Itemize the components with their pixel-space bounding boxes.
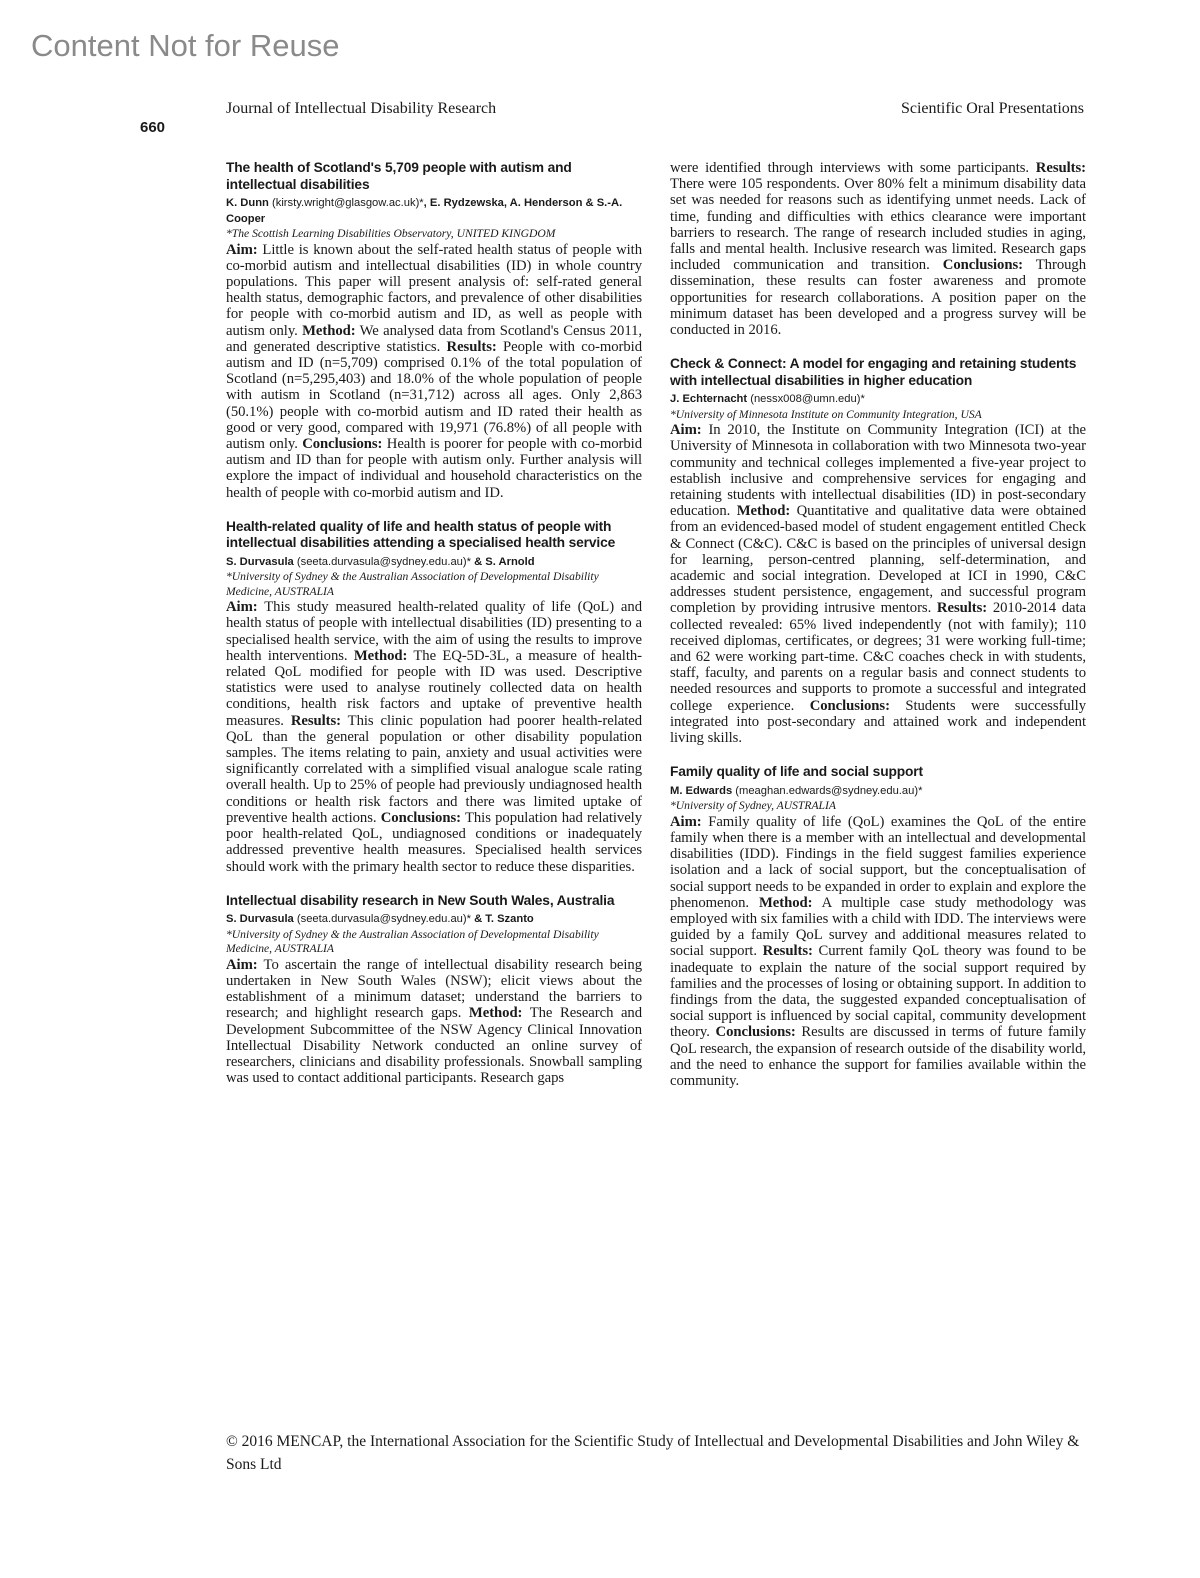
aim-label: Aim: xyxy=(670,422,702,439)
abstract-body xyxy=(226,242,642,501)
aim-label: Aim: xyxy=(226,241,258,258)
method-label: Method: xyxy=(736,503,791,520)
aim-label: Aim: xyxy=(670,813,702,830)
results-text: 2010-2014 data collected revealed: 65% lived independently (not with family); 110 received diplomas, certificates, or degrees; 31 were working full-time; and 62 were working part-time. C&C coaches check in with students, staff, faculty, and parents on a regular basis and connect students to needed resources and supports to promote a successful and integrated college experience. xyxy=(670,600,1086,714)
continued-text: were identified through interviews with some participants. xyxy=(670,160,1036,176)
conclusions-label: Conclusions: xyxy=(380,809,461,826)
abstract-title: Check & Connect: A model for engaging and retaining students with intellectual disabilities in higher education xyxy=(670,356,1077,388)
section-name: Scientific Oral Presentations xyxy=(900,100,1084,117)
method-text: A multiple case study methodology was employed with six families with a child with IDD. The interviews were guided by a family QoL survey and additional measures related to social support. xyxy=(670,894,1086,960)
method-text: We analysed data from Scotland's Census 2011, and generated descriptive statistics. xyxy=(226,322,643,355)
aim-label: Aim: xyxy=(226,956,258,973)
aim-text: This study measured health-related quality of life (QoL) and health status of people with intellectual disabilities (ID) presenting to a specialised health service, with the aim of using the results to improve health interventions. xyxy=(226,599,642,664)
abstract-continued xyxy=(670,160,1086,338)
results-label: Results: xyxy=(446,338,497,355)
watermark: Content Not for Reuse xyxy=(31,28,340,63)
copyright-notice: © 2016 MENCAP, the International Association for the Scientific Study of Intellectual and Developmental Disabilities and John Wiley & Sons Ltd xyxy=(226,1433,1080,1473)
abstract-authors xyxy=(226,196,642,227)
coauthors: & T. Szanto xyxy=(470,913,534,926)
results-label: Results: xyxy=(936,600,988,617)
coauthors: , E. Rydzewska, A. Henderson & S.-A. Cooper xyxy=(226,197,623,225)
aim-text: Family quality of life (QoL) examines the QoL of the entire family when there is a member with an intellectual and developmental disabilities (IDD). Findings in the field suggest families experience isolation and a lack of social support, but the conceptualisation of social support needs to be expanded in order to explain and explore the phenomenon. xyxy=(670,813,1086,911)
abstract-title: The health of Scotland's 5,709 people with autism and intellectual disabilities xyxy=(226,160,572,192)
author-name: K. Dunn xyxy=(226,197,269,209)
coauthors: & S. Arnold xyxy=(470,555,535,568)
conclusions-label: Conclusions: xyxy=(942,257,1023,274)
method-text: The Research and Development Subcommittee of the NSW Agency Clinical Innovation Intellectual Disability Network conducted an online survey of researchers, clinicians and disability professionals. Snowball sampling was used to contact additional participants. Research gaps xyxy=(226,1005,643,1087)
method-text: The EQ-5D-3L, a measure of health-related QoL modified for people with ID was used. Descriptive statistics were used to analyse routinely collected data on health conditions, health risk factors and uptake of preventive health measures. xyxy=(226,647,642,729)
abstract-title: Family quality of life and social support xyxy=(670,764,923,780)
author-email: (meaghan.edwards@sydney.edu.au)* xyxy=(732,784,923,797)
conclusions-text: This population had relatively poor health-related QoL, undiagnosed conditions or inadequately addressed preventive health measures. Specialised health services should work with the primary health sector to reduce these disparities. xyxy=(226,809,642,875)
abstract-body xyxy=(670,422,1086,746)
affiliation: *The Scottish Learning Disabilities Observatory, UNITED KINGDOM xyxy=(226,227,556,240)
results-text: There were 105 respondents. Over 80% felt a minimum disability data set was needed for reasons such as identifying unmet needs. Lack of time, funding and difficulties with ethics clearance were important barriers to research. The range of research included studies in aging, falls and mental health. Inclusive research was limited. Research gaps included communication and transition. xyxy=(670,176,1086,274)
conclusions-label: Conclusions: xyxy=(809,697,890,714)
method-label: Method: xyxy=(353,647,408,664)
affiliation: *University of Sydney & the Australian Association of Developmental Disability Medicine, AUSTRALIA xyxy=(226,927,599,956)
abstract-authors xyxy=(670,392,1086,408)
author-name: S. Durvasula xyxy=(226,555,294,568)
abstract-authors xyxy=(670,784,1086,800)
abstract-title: Intellectual disability research in New South Wales, Australia xyxy=(226,892,615,908)
aim-text: In 2010, the Institute on Community Integration (ICI) at the University of Minnesota in collaboration with two Minnesota two-year community and technical colleges implemented a five-year project to establish inclusive and comprehensive services for engaging and retaining students with intellectual disabilities (ID) in post-secondary education. xyxy=(670,422,1086,520)
affiliation: *University of Minnesota Institute on Community Integration, USA xyxy=(670,407,982,421)
abstract xyxy=(670,764,1086,1089)
author-name: S. Durvasula xyxy=(226,913,294,926)
author-email: (nessx008@umn.edu)* xyxy=(747,393,865,406)
method-label: Method: xyxy=(468,1005,523,1022)
abstract xyxy=(226,160,642,501)
results-text: This clinic population had poorer health-related QoL than the general population or other disability population samples. The items relating to pain, anxiety and usual activities were significantly correlated with a simplified visual analogue scale rating overall health. Up to 25% of people had previously undiagnosed health conditions or health risk factors and there was limited uptake of preventive health actions. xyxy=(226,712,642,826)
abstract-title: Health-related quality of life and health status of people with intellectual disabilities attending a specialised health service xyxy=(226,518,616,551)
conclusions-text: Through dissemination, these results can foster awareness and promote opportunities for research collaborations. A position paper on the minimum dataset has been developed and a progress survey will be conducted in 2016. xyxy=(670,257,1086,339)
results-label: Results: xyxy=(290,712,342,729)
results-text: Current family QoL theory was found to be inadequate to explain the nature of the social support required by families and the processes of losing or obtaining support. In addition to findings from the data, the suggested expanded conceptualisation of social support is influenced by social capital, community development theory. xyxy=(670,943,1086,1041)
journal-name: Journal of Intellectual Disability Research xyxy=(226,100,497,117)
results-label: Results: xyxy=(1035,160,1086,176)
affiliation: *University of Sydney & the Australian Association of Developmental Disability Medicine, AUSTRALIA xyxy=(226,570,599,598)
method-text: Quantitative and qualitative data were obtained from an evidenced-based model of student engagement entitled Check & Connect (C&C). C&C is based on the principles of universal design for learning, person-centred planning, self-determination, and academic and social integration. Developed at ICI in 1990, C&C addresses student persistence, engagement, and successful program completion by providing intrusive mentors. xyxy=(670,503,1086,617)
author-name: M. Edwards xyxy=(670,784,733,797)
abstract xyxy=(226,519,642,875)
right-column xyxy=(670,160,1086,1107)
conclusions-label: Conclusions: xyxy=(302,435,383,452)
abstract-authors xyxy=(226,555,642,571)
abstract xyxy=(226,893,642,1087)
abstract-authors xyxy=(226,912,642,928)
author-name: J. Echternacht xyxy=(670,393,748,406)
aim-text: Little is known about the self-rated health status of people with co-morbid autism and intellectual disabilities (ID) in whole country populations. This paper will present analysis of: self-rated general health status, demographic factors, and prevalence of other disabilities for people with co-morbid autism and ID, as well as people with autism only. xyxy=(226,241,642,339)
conclusions-text: Students were successfully integrated into post-secondary and attained work and independent living skills. xyxy=(670,697,1086,747)
results-label: Results: xyxy=(762,943,813,960)
abstract-body xyxy=(226,957,642,1087)
author-email: (seeta.durvasula@sydney.edu.au)* xyxy=(293,913,471,926)
method-label: Method: xyxy=(758,894,813,911)
affiliation: *University of Sydney, AUSTRALIA xyxy=(670,799,836,813)
author-email: (seeta.durvasula@sydney.edu.au)* xyxy=(293,555,471,568)
conclusions-label: Conclusions: xyxy=(715,1024,796,1041)
aim-text: To ascertain the range of intellectual disability research being undertaken in New South Wales (NSW); elicit views about the establishment of a minimum dataset; understand the barriers to research; and highlight research gaps. xyxy=(226,956,642,1022)
aim-label: Aim: xyxy=(226,599,258,616)
results-text: People with co-morbid autism and ID (n=5,709) comprised 0.1% of the total population of Scotland (n=5,295,403) and 18.0% of the whole population of people with autism in Scotland (n=31,712) across all ages. Only 2,863 (50.1%) people with co-morbid autism and ID rated their health as good or very good, compared with 19,971 (76.8%) of all people with autism only. xyxy=(226,338,642,452)
method-label: Method: xyxy=(302,322,356,339)
abstract xyxy=(670,356,1086,746)
left-column xyxy=(226,160,642,1104)
abstract-body xyxy=(670,814,1086,1089)
author-email: (kirsty.wright@glasgow.ac.uk)* xyxy=(268,197,424,209)
page-number: 660 xyxy=(140,119,166,136)
conclusions-text: Health is poorer for people with co-morbid autism and ID than for people with autism only. Further analysis will explore the impact of individual and household characteristics on the health of people with co-morbid autism and ID. xyxy=(226,435,643,501)
abstract-body xyxy=(670,160,1086,338)
conclusions-text: Results are discussed in terms of future family QoL research, the expansion of research outside of the disability world, and the need to enhance the support for families available within the community. xyxy=(670,1024,1086,1090)
abstract-body xyxy=(226,599,642,874)
